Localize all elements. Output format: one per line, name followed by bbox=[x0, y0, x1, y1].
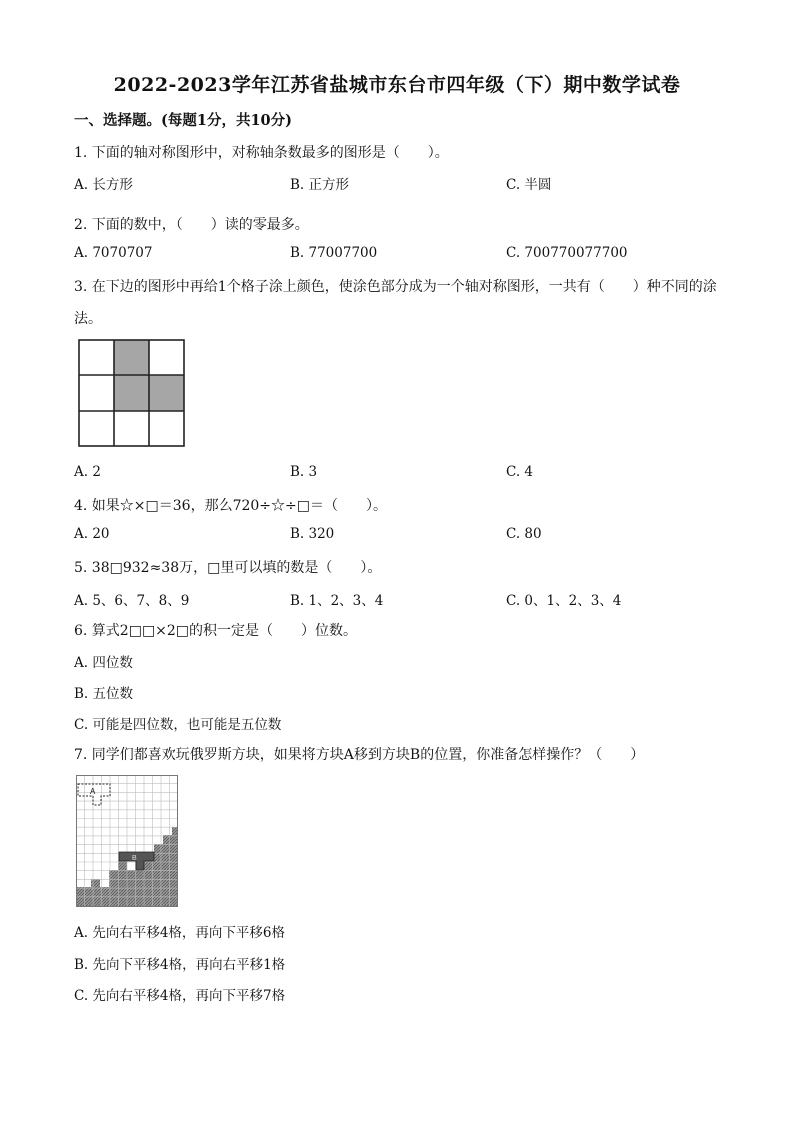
question-2: 2. 下面的数中，（ ）读的零最多。 bbox=[74, 217, 309, 233]
question-3: 3. 在下边的图形中再给1个格子涂上颜色，使涂色部分成为一个轴对称图形，一共有（ ）种不同的涂 bbox=[74, 279, 717, 295]
q1-option-b[interactable]: B. 正方形 bbox=[290, 177, 350, 193]
q5-option-c[interactable]: C. 0、1、2、3、4 bbox=[506, 593, 622, 609]
q1-option-c[interactable]: C. 半圆 bbox=[506, 177, 552, 193]
q1-option-a[interactable]: A. 长方形 bbox=[74, 177, 133, 193]
section-heading: 一、选择题。(每题1分，共10分) bbox=[74, 112, 292, 129]
question-7: 7. 同学们都喜欢玩俄罗斯方块，如果将方块A移到方块B的位置，你准备怎样操作？（ ） bbox=[74, 747, 645, 763]
tetris-grid-figure bbox=[76, 775, 178, 907]
q5-option-a[interactable]: A. 5、6、7、8、9 bbox=[74, 593, 190, 609]
question-3-cont: 法。 bbox=[74, 311, 102, 327]
question-5: 5. 38□932≈38万，□里可以填的数是（ ）。 bbox=[74, 560, 382, 576]
grid-cell-shaded bbox=[114, 375, 149, 411]
grid-cell-shaded bbox=[149, 375, 184, 411]
q6-option-c[interactable]: C. 可能是四位数，也可能是五位数 bbox=[74, 717, 282, 733]
question-1: 1. 下面的轴对称图形中，对称轴条数最多的图形是（ ）。 bbox=[74, 145, 449, 161]
q7-option-c[interactable]: C. 先向右平移4格，再向下平移7格 bbox=[74, 988, 286, 1004]
grid-cell-shaded bbox=[114, 340, 149, 375]
q2-option-a[interactable]: A. 7070707 bbox=[74, 245, 153, 261]
q6-option-a[interactable]: A. 四位数 bbox=[74, 655, 133, 671]
block-b-label: B bbox=[132, 855, 137, 862]
q7-option-b[interactable]: B. 先向下平移4格，再向右平移1格 bbox=[74, 957, 286, 973]
q7-option-a[interactable]: A. 先向右平移4格，再向下平移6格 bbox=[74, 925, 286, 941]
q6-option-b[interactable]: B. 五位数 bbox=[74, 686, 134, 702]
q3-option-a[interactable]: A. 2 bbox=[74, 464, 101, 480]
block-a-label: A bbox=[90, 787, 96, 796]
q3-option-b[interactable]: B. 3 bbox=[290, 464, 318, 480]
q4-option-a[interactable]: A. 20 bbox=[74, 526, 110, 542]
q5-option-b[interactable]: B. 1、2、3、4 bbox=[290, 593, 384, 609]
question-6: 6. 算式2□□×2□的积一定是（ ）位数。 bbox=[74, 623, 358, 639]
q4-option-b[interactable]: B. 320 bbox=[290, 526, 335, 542]
question-4: 4. 如果☆×□＝36，那么720÷☆÷□＝（ ）。 bbox=[74, 498, 387, 514]
shading-grid-figure bbox=[78, 339, 185, 447]
page-title: 2022-2023学年江苏省盐城市东台市四年级（下）期中数学试卷 bbox=[113, 74, 681, 96]
q3-option-c[interactable]: C. 4 bbox=[506, 464, 534, 480]
q2-option-c[interactable]: C. 700770077700 bbox=[506, 245, 628, 261]
q4-option-c[interactable]: C. 80 bbox=[506, 526, 542, 542]
q2-option-b[interactable]: B. 77007700 bbox=[290, 245, 378, 261]
